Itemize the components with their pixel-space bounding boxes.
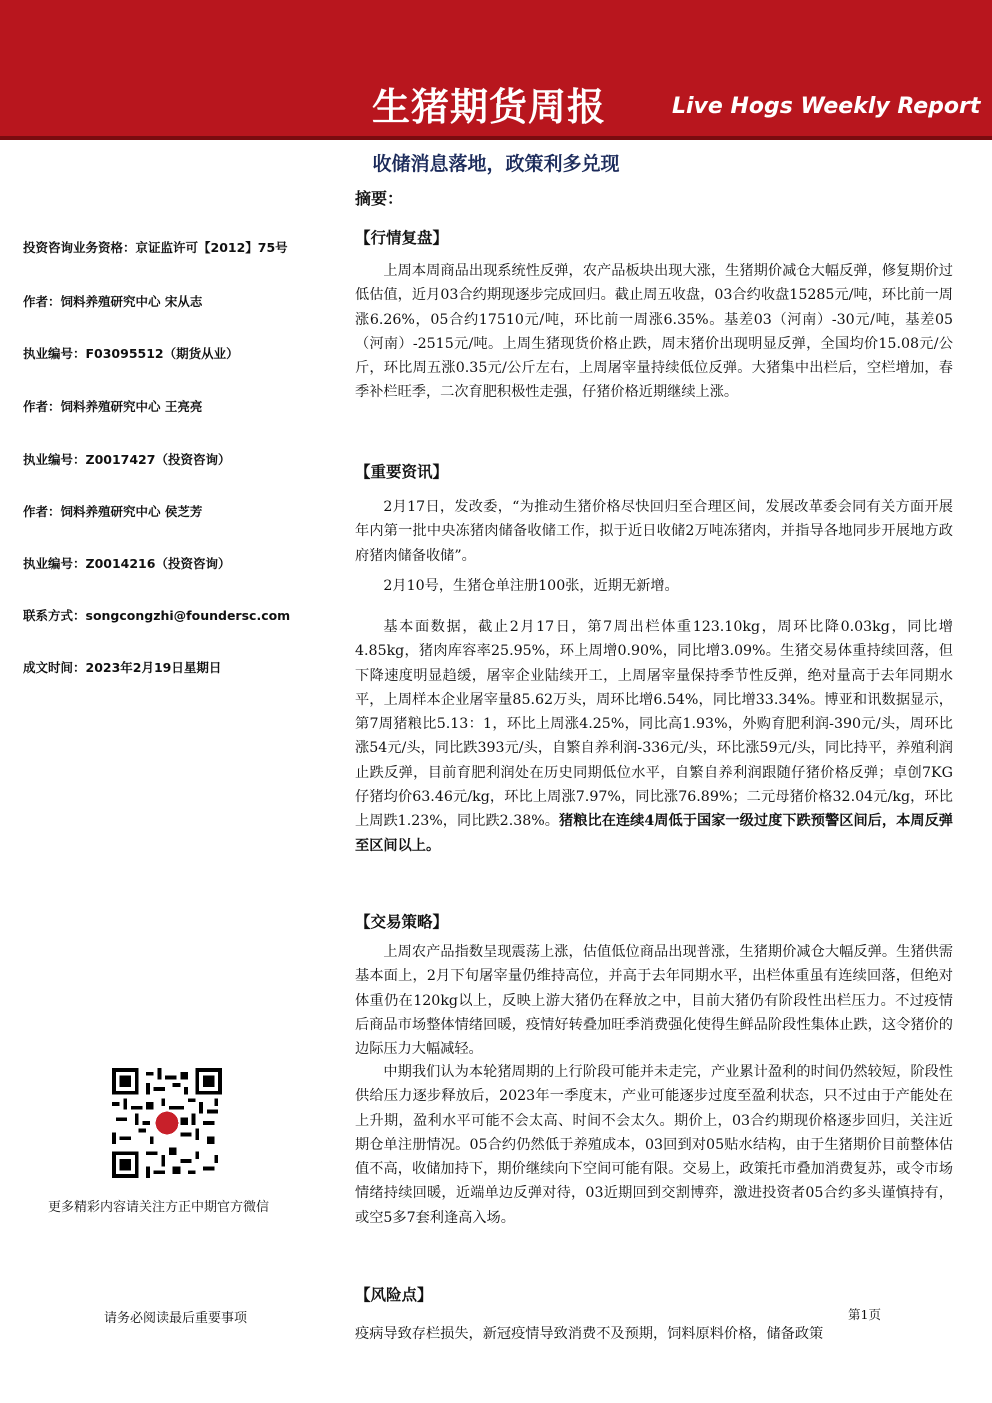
section-key-news: 【重要资讯】 <box>355 463 449 481</box>
abstract-label: 摘要： <box>355 189 404 208</box>
report-title-cn: 生猪期货周报 <box>372 85 607 129</box>
author-2: 作者：饲料养殖研究中心 王亮亮 <box>23 399 203 414</box>
banner-rule <box>0 136 992 140</box>
qualification: 投资咨询业务资格：京证监许可【2012】75号 <box>23 240 288 255</box>
strategy-paragraph-1: 上周农产品指数呈现震荡上涨，估值低位商品出现普涨，生猪期价减仓大幅反弹。生猪供需基本面上，2月下旬屠宰量仍维持高位，并高于去年同期水平，出栏体重虽有连续回落，但绝对体重仍在120kg以上，反映上游大猪仍在释放之中，目前大猪仍有阶段性出栏压力。不过疫情后商品市场整体情绪回暖，疫情好转叠加旺季消费强化使得生鲜品阶段性集体止跌，这令猪价的边际压力大幅减轻。 <box>355 944 953 1058</box>
news-paragraph-1: 2月17日，发改委，“为推动生猪价格尽快回归至合理区间，发展改革委会同有关方面开展年内第一批中央冻猪肉储备收储工作，拟于近日收储2万吨冻猪肉，并指导各地同步开展地方政府猪肉储备收储”。 <box>355 499 953 564</box>
news-paragraph-2: 2月10号，生猪仓单注册100张，近期无新增。 <box>383 578 679 594</box>
market-review-paragraph: 上周本周商品出现系统性反弹，农产品板块出现大涨，生猪期价减仓大幅反弹，修复期价过低估值，近月03合约期现逐步完成回归。截止周五收盘，03合约收盘15285元/吨，环比前一周涨6.26%，05合约17510元/吨，环比前一周涨6.35%。基差03（河南）-30元/吨，基差05（河南）-2515元/吨。上周生猪现货价格止跌，周末猪价出现明显反弹，全国均价15.08元/公斤，环比周五涨0.35元/公斤左右，上周屠宰量持续低位反弹。大猪集中出栏后，空栏增加，春季补栏旺季，二次育肥积极性走强，仔猪价格近期继续上涨。 <box>355 263 953 401</box>
news-paragraph-3-text: 基本面数据，截止2月17日，第7周出栏体重123.10kg，周环比降0.03kg，同比增4.85kg，猪肉库容率25.95%，环上周增0.90%，同比增3.09%。生猪交易体重持续回落，但下降速度明显趋缓，屠宰企业陆续开工，上周屠宰量保持季节性反弹，绝对量高于去年同期水平，上周样本企业屠宰量85.62万头，周环比增6.54%，同比增33.34%。博亚和讯数据显示，第7周猪粮比5.13：1，环比上周涨4.25%，同比高1.93%，外购育肥利润-390元/头，周环比涨54元/头，同比跌393元/头，自繁自养利润-336元/头，环比涨59元/头，同比持平，养殖利润止跌反弹，目前育肥利润处在历史同期低位水平，自繁自养利润跟随仔猪价格反弹；卓创7KG仔猪均价63.46元/kg，环比上周涨7.97%，同比涨76.89%；二元母猪价格32.04元/kg，环比上周跌1.23%，同比跌2.38%。 <box>355 619 953 830</box>
license-3: 执业编号：Z0014216（投资咨询） <box>23 556 231 571</box>
report-subtitle: 收储消息落地，政策利多兑现 <box>372 153 620 175</box>
strategy-paragraph-2: 中期我们认为本轮猪周期的上行阶段可能并未走完，产业累计盈利的时间仍然较短，阶段性供给压力逐步释放后，2023年一季度末，产业可能逐步过度至盈利状态，只不过由于产能处在上升期，盈利水平可能不会太高、时间不会太久。期价上，03合约期现价格逐步回归，关注近期仓单注册情况。05合约仍然低于养殖成本，03回到对05贴水结构，由于生猪期价目前整体估值不高，收储加持下，期价继续向下空间可能有限。交易上，政策托市叠加消费复苏，或令市场情绪持续回暖，近端单边反弹对待，03近期回到交割博弈，激进投资者05合约多头谨慎持有，或空5多7套利逢高入场。 <box>355 1064 953 1226</box>
license-2: 执业编号：Z0017427（投资咨询） <box>23 452 231 467</box>
license-1: 执业编号：F03095512（期货从业） <box>23 346 239 361</box>
section-risk: 【风险点】 <box>355 1286 433 1304</box>
news-paragraph-3-highlight: 猪粮比在连续4周低于国家一级过度下跌预警区间后，本周反弹至区间以上。 <box>355 813 953 854</box>
publish-date: 成文时间：2023年2月19日星期日 <box>23 660 222 675</box>
risk-paragraph: 疫病导致存栏损失，新冠疫情导致消费不及预期，饲料原料价格，储备政策 <box>355 1326 824 1342</box>
footer-note: 请务必阅读最后重要事项 <box>104 1311 248 1326</box>
contact-email[interactable]: 联系方式：songcongzhi@foundersc.com <box>23 608 291 623</box>
author-1: 作者：饲料养殖研究中心 宋从志 <box>23 294 203 309</box>
header-banner <box>0 0 992 136</box>
section-market-review: 【行情复盘】 <box>355 229 449 247</box>
qr-code-icon <box>112 1068 222 1178</box>
section-strategy: 【交易策略】 <box>355 913 449 931</box>
report-title-en: Live Hogs Weekly Report <box>672 94 981 119</box>
author-3: 作者：饲料养殖研究中心 侯芝芳 <box>23 504 203 519</box>
news-paragraph-3 <box>355 615 953 858</box>
qr-caption: 更多精彩内容请关注方正中期官方微信 <box>48 1200 270 1215</box>
page-number: 第1页 <box>848 1307 881 1322</box>
